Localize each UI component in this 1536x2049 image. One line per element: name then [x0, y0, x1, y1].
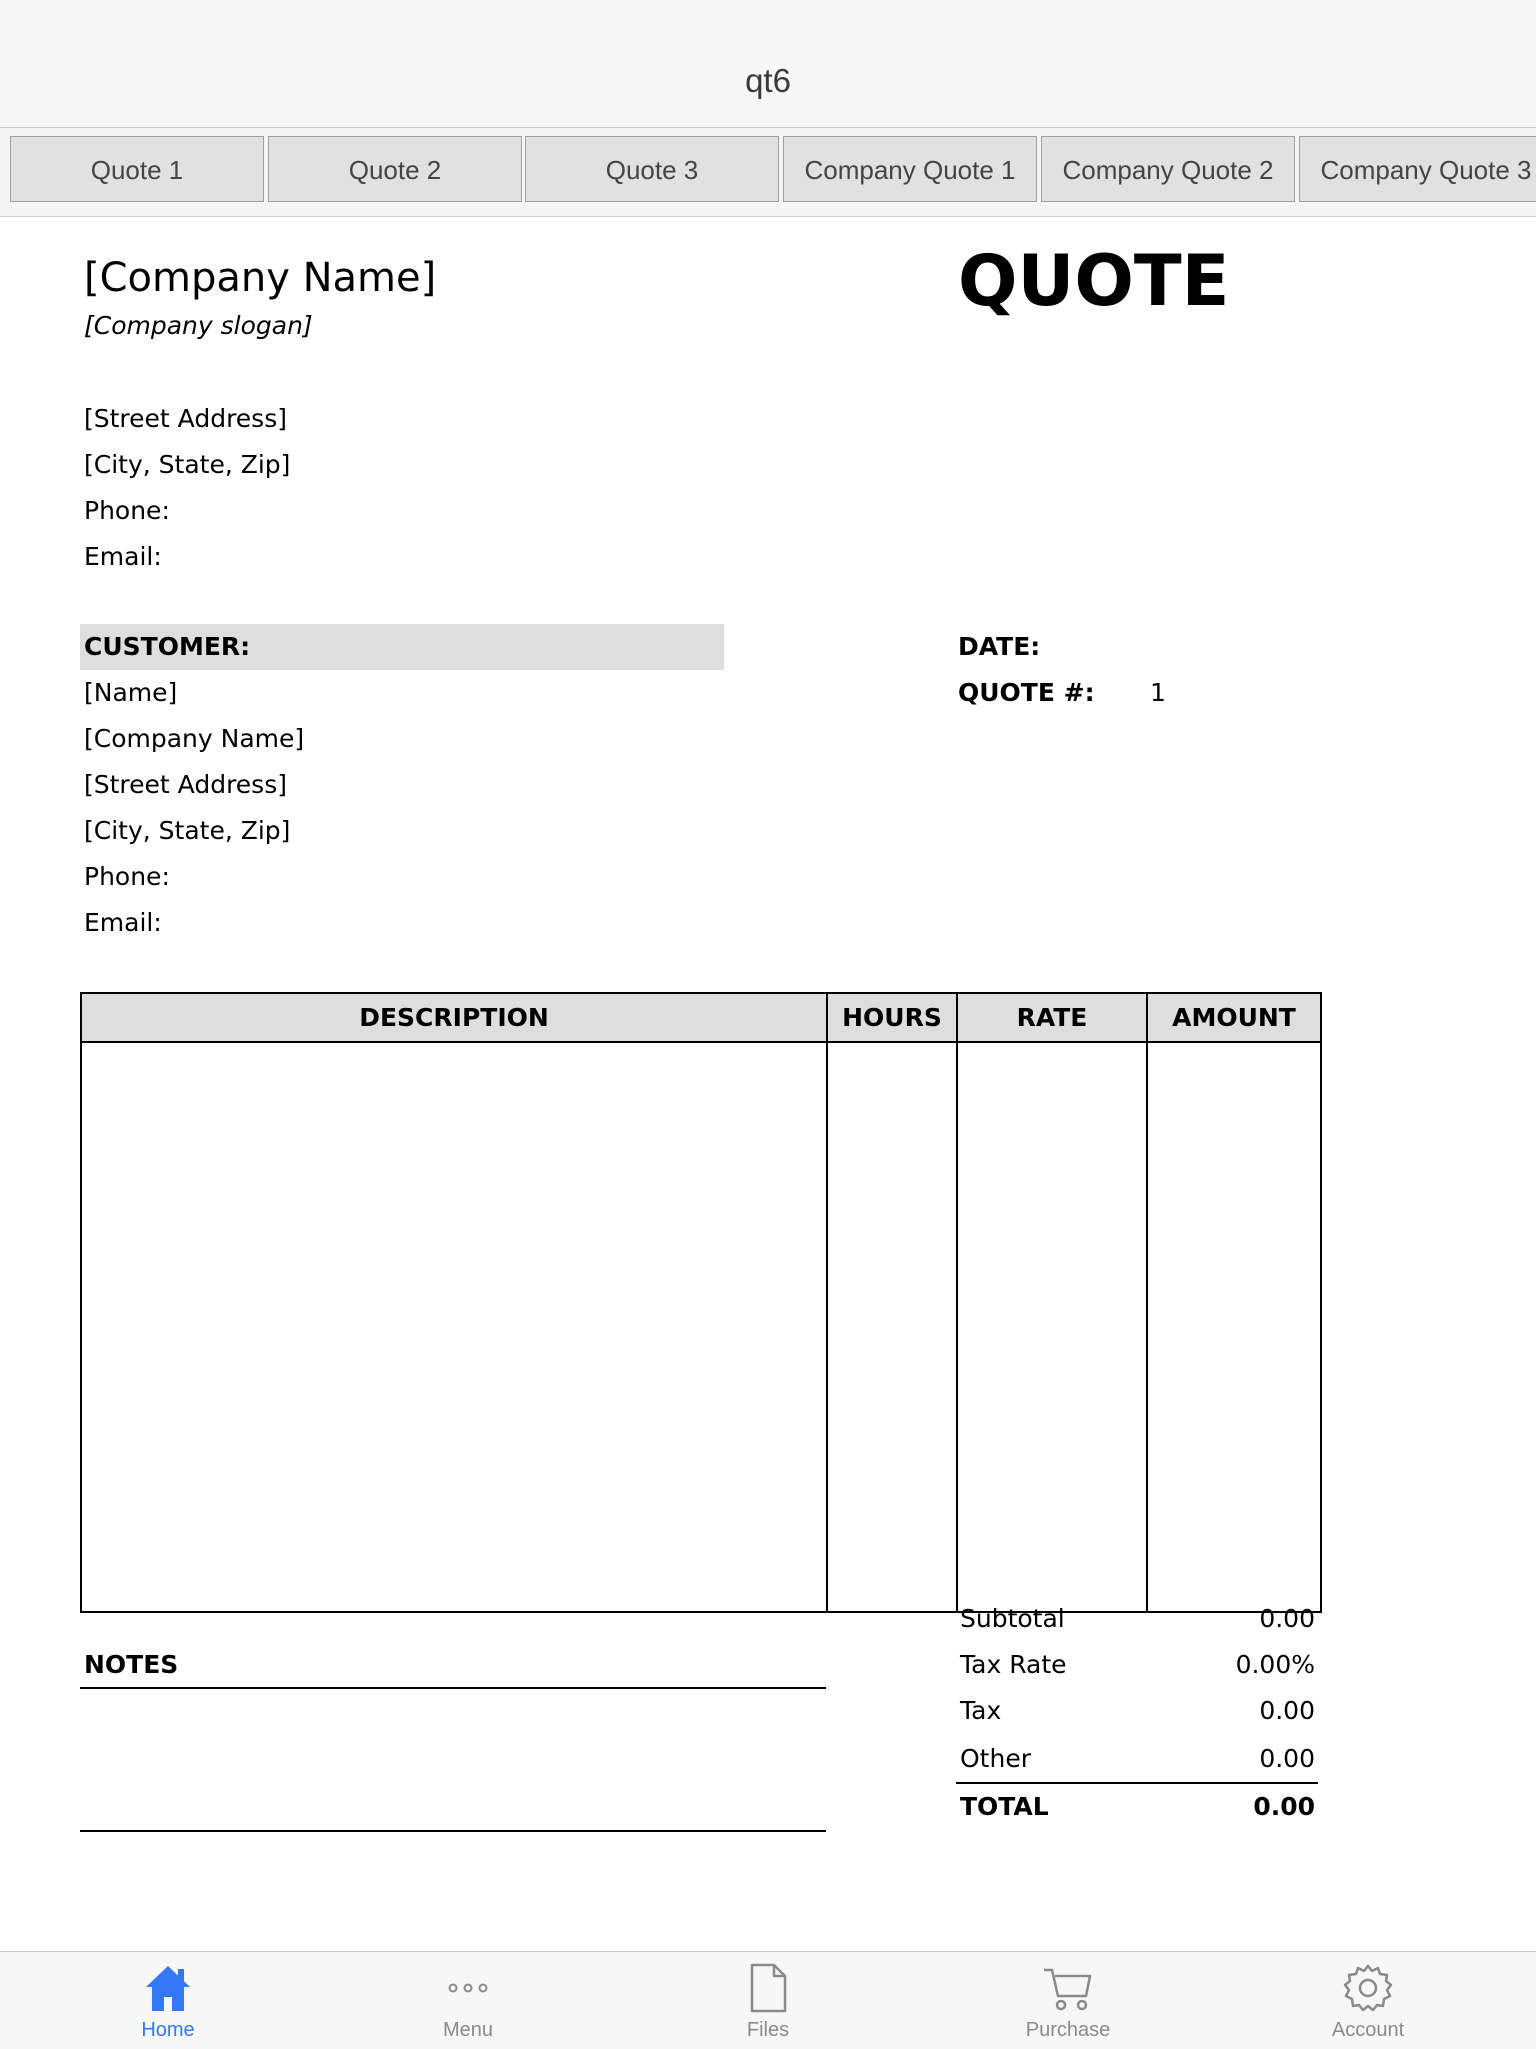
tab-home-label: Home — [141, 2019, 195, 2041]
amount-cell[interactable] — [1147, 1042, 1321, 1612]
amount-header: AMOUNT — [1147, 993, 1321, 1042]
tab-purchase[interactable] — [918, 1952, 1218, 2049]
tab-quote-1[interactable]: Quote 1 — [10, 136, 264, 202]
customer-email-label[interactable]: Email: — [84, 908, 162, 937]
description-cell[interactable] — [81, 1042, 827, 1612]
tax-rate-label: Tax Rate — [960, 1650, 1067, 1679]
bottom-tab-bar — [0, 1951, 1536, 2049]
table-row — [81, 1042, 1321, 1612]
tab-purchase-label: Purchase — [1025, 2019, 1111, 2041]
tab-account[interactable] — [1218, 1952, 1518, 2049]
tab-company-quote-3[interactable]: Company Quote 3 — [1299, 136, 1536, 202]
customer-street[interactable]: [Street Address] — [84, 770, 287, 799]
file-icon — [742, 1962, 794, 2014]
date-label: DATE: — [958, 632, 1041, 661]
tax-rate-value[interactable]: 0.00% — [1235, 1650, 1315, 1679]
description-header: DESCRIPTION — [81, 993, 827, 1042]
app-title: qt6 — [745, 62, 791, 99]
tab-home[interactable] — [18, 1952, 318, 2049]
tab-files[interactable] — [618, 1952, 918, 2049]
notes-label: NOTES — [84, 1650, 179, 1679]
quote-title: QUOTE — [958, 240, 1230, 322]
subtotal-value: 0.00 — [1259, 1604, 1315, 1633]
quote-number-value[interactable]: 1 — [1150, 678, 1166, 707]
company-name[interactable]: [Company Name] — [84, 255, 437, 301]
home-icon — [142, 1962, 194, 2014]
notes-top-rule — [80, 1687, 826, 1689]
total-rule — [956, 1782, 1318, 1784]
customer-company[interactable]: [Company Name] — [84, 724, 305, 753]
rate-cell[interactable] — [957, 1042, 1147, 1612]
customer-name[interactable]: [Name] — [84, 678, 178, 707]
company-phone-label[interactable]: Phone: — [84, 496, 170, 525]
line-items-table — [80, 992, 1322, 1613]
cart-icon — [1042, 1962, 1094, 2014]
hours-header: HOURS — [827, 993, 957, 1042]
tab-menu-label: Menu — [442, 2019, 494, 2041]
tax-value: 0.00 — [1259, 1696, 1315, 1725]
hours-cell[interactable] — [827, 1042, 957, 1612]
company-slogan[interactable]: [Company slogan] — [84, 311, 313, 340]
tab-company-quote-1[interactable]: Company Quote 1 — [783, 136, 1037, 202]
customer-phone-label[interactable]: Phone: — [84, 862, 170, 891]
notes-area[interactable] — [80, 1691, 826, 1827]
total-label: TOTAL — [960, 1792, 1049, 1821]
customer-header: CUSTOMER: — [84, 632, 251, 661]
tab-quote-2[interactable]: Quote 2 — [268, 136, 522, 202]
customer-city[interactable]: [City, State, Zip] — [84, 816, 291, 845]
tab-files-label: Files — [746, 2019, 790, 2041]
gear-icon — [1342, 1962, 1394, 2014]
tab-quote-3[interactable]: Quote 3 — [525, 136, 779, 202]
quote-document — [0, 217, 1536, 1951]
tab-account-label: Account — [1331, 2019, 1405, 2041]
notes-bottom-rule — [80, 1830, 826, 1832]
company-city[interactable]: [City, State, Zip] — [84, 450, 291, 479]
sheet-tab-strip[interactable] — [0, 128, 1536, 217]
other-label: Other — [960, 1744, 1031, 1773]
rate-header: RATE — [957, 993, 1147, 1042]
other-value[interactable]: 0.00 — [1259, 1744, 1315, 1773]
more-icon — [442, 1962, 494, 2014]
total-value: 0.00 — [1253, 1792, 1315, 1821]
tab-menu[interactable] — [318, 1952, 618, 2049]
quote-number-label: QUOTE #: — [958, 678, 1095, 707]
tax-label: Tax — [960, 1696, 1002, 1725]
tab-company-quote-2[interactable]: Company Quote 2 — [1041, 136, 1295, 202]
subtotal-label: Subtotal — [960, 1604, 1065, 1633]
company-email-label[interactable]: Email: — [84, 542, 162, 571]
navigation-bar — [0, 0, 1536, 128]
company-street[interactable]: [Street Address] — [84, 404, 287, 433]
